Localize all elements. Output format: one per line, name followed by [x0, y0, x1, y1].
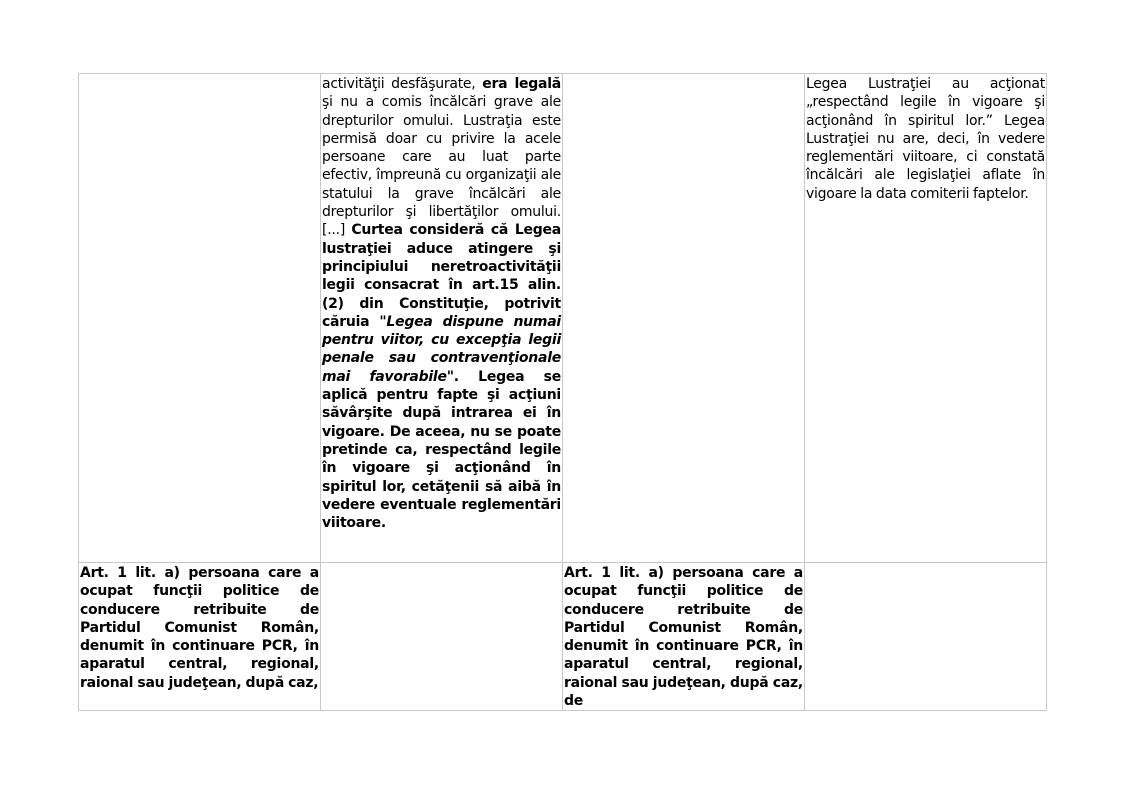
cell-bold-text: Curtea consideră că Legea lustraţiei aduce atingere şi principiului neretroactivităţii legii consacrat în art.15 alin.(2) din Constituţie, potrivit căruia — [322, 222, 561, 330]
cell-text: şi nu a comis încălcări grave ale drepturilor omului. Lustraţia este permisă doar cu privire la acele persoane care au luat parte efectiv, împreună cu organizaţii ale statului la grave încălcări ale drepturilor şi libertăţilor omului. [...] — [322, 94, 561, 239]
cell-r2-c3 — [563, 563, 805, 711]
legal-comparison-table — [78, 73, 1047, 711]
cell-r1-c1 — [79, 74, 321, 563]
cell-r2-c2 — [321, 563, 563, 711]
cell-text: Legea Lustraţiei au acţionat „respectând legile în vigoare şi acţionând în spiritul lor.” Legea Lustraţiei nu are, deci, în vedere reglementări viitoare, ci constată încălcări ale legislaţiei aflate în vigoare la data comiterii faptelor. — [806, 76, 1045, 202]
cell-bold-text: Art. 1 lit. a) persoana care a ocupat funcţii politice de conducere retribuite de Partidul Comunist Român, denumit în continuare PCR, în aparatul central, regional, raional sau judeţean, după caz, de — [564, 565, 803, 710]
cell-bold-text: era legală — [482, 76, 561, 92]
cell-r2-c4 — [805, 563, 1047, 711]
cell-r1-c2 — [321, 74, 563, 563]
cell-r2-c1 — [79, 563, 321, 711]
table-row — [79, 74, 1047, 563]
cell-text: activităţii desfăşurate, — [322, 76, 483, 92]
cell-bold-italic-quote: "Legea dispune numai pentru viitor, cu excepţia legii penale sau contravenţionale mai favorabile" — [322, 313, 561, 385]
cell-bold-text: Art. 1 lit. a) persoana care a ocupat funcţii politice de conducere retribuite de Partidul Comunist Român, denumit în continuare PCR, în aparatul central, regional, raional sau judeţean, după caz, — [80, 565, 319, 691]
cell-r1-c3 — [563, 74, 805, 563]
table-row — [79, 563, 1047, 711]
cell-bold-text: . Legea se aplică pentru fapte şi acţiuni săvârşite după intrarea ei în vigoare. De aceea, nu se poate pretinde ca, respectând legile în vigoare şi acţionând în spiritul lor, cetăţenii să aibă în vedere eventuale reglementări viitoare. — [322, 368, 562, 532]
cell-r1-c4 — [805, 74, 1047, 563]
